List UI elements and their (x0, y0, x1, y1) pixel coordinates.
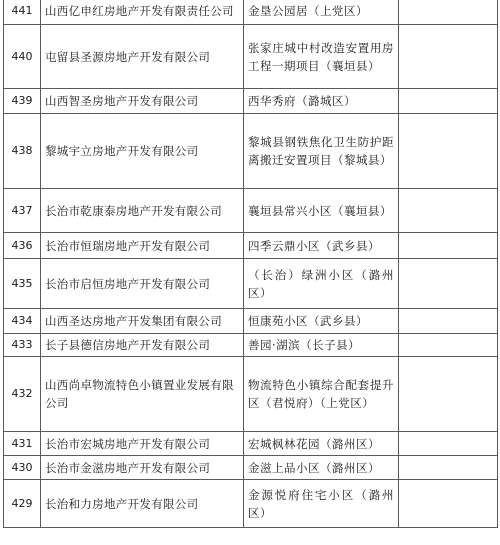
company-name: 长子县德信房地产开发有限公司 (41, 334, 244, 357)
empty-cell (399, 233, 498, 259)
empty-cell (399, 259, 498, 309)
empty-cell (399, 432, 498, 456)
table-row (4, 114, 498, 189)
project-name: 恒康苑小区（武乡县） (244, 309, 399, 334)
row-number: 433 (4, 334, 41, 357)
row-number: 430 (4, 456, 41, 480)
row-number: 437 (4, 189, 41, 233)
row-number: 436 (4, 233, 41, 259)
table-row (4, 89, 498, 114)
empty-cell (399, 89, 498, 114)
company-name: 长治和力房地产开发有限公司 (41, 480, 244, 528)
row-number: 435 (4, 259, 41, 309)
empty-cell (399, 189, 498, 233)
project-name: 黎城县钢铁焦化卫生防护距离搬迁安置项目（黎城县） (244, 114, 399, 189)
table-row (4, 233, 498, 259)
row-number: 438 (4, 114, 41, 189)
empty-cell (399, 114, 498, 189)
table-row (4, 357, 498, 432)
table-row (4, 189, 498, 233)
project-name: 襄垣县常兴小区（襄垣县） (244, 189, 399, 233)
empty-cell (399, 0, 498, 25)
project-name: 善园·湖滨（长子县） (244, 334, 399, 357)
company-name: 屯留县圣源房地产开发有限公司 (41, 25, 244, 89)
empty-cell (399, 25, 498, 89)
project-name: 金源悦府住宅小区（潞州区） (244, 480, 399, 528)
empty-cell (399, 357, 498, 432)
row-number: 432 (4, 357, 41, 432)
empty-cell (399, 480, 498, 528)
table-row (4, 25, 498, 89)
project-name: 物流特色小镇综合配套提升区（君悦府）（上党区） (244, 357, 399, 432)
row-number: 440 (4, 25, 41, 89)
project-name: 四季云鼎小区（武乡县） (244, 233, 399, 259)
project-name: 金滋上品小区（潞州区） (244, 456, 399, 480)
company-name: 长治市启恒房地产开发有限公司 (41, 259, 244, 309)
company-name: 山西尚卓物流特色小镇置业发展有限公司 (41, 357, 244, 432)
row-number: 429 (4, 480, 41, 528)
empty-cell (399, 309, 498, 334)
table-row (4, 259, 498, 309)
project-name: 金垦公园居（上党区） (244, 0, 399, 25)
project-name: （长治）绿洲小区（潞州区） (244, 259, 399, 309)
table-row (4, 480, 498, 528)
project-name: 宏城枫林花园（潞州区） (244, 432, 399, 456)
company-name: 山西智圣房地产开发有限公司 (41, 89, 244, 114)
row-number: 434 (4, 309, 41, 334)
project-name: 西华秀府（潞城区） (244, 89, 399, 114)
project-name: 张家庄城中村改造安置用房工程一期项目（襄垣县） (244, 25, 399, 89)
company-name: 长治市金滋房地产开发有限公司 (41, 456, 244, 480)
row-number: 439 (4, 89, 41, 114)
row-number: 431 (4, 432, 41, 456)
table-row (4, 334, 498, 357)
company-project-table (3, 0, 498, 528)
company-name: 长治市恒瑞房地产开发有限公司 (41, 233, 244, 259)
row-number: 441 (4, 0, 41, 25)
company-name: 山西圣达房地产开发集团有限公司 (41, 309, 244, 334)
company-name: 山西亿申红房地产开发有限责任公司 (41, 0, 244, 25)
empty-cell (399, 334, 498, 357)
table-row (4, 309, 498, 334)
company-name: 长治市乾康泰房地产开发有限公司 (41, 189, 244, 233)
company-name: 长治市宏城房地产开发有限公司 (41, 432, 244, 456)
table-row (4, 456, 498, 480)
table-row (4, 0, 498, 25)
company-name: 黎城宇立房地产开发有限公司 (41, 114, 244, 189)
table-row (4, 432, 498, 456)
empty-cell (399, 456, 498, 480)
